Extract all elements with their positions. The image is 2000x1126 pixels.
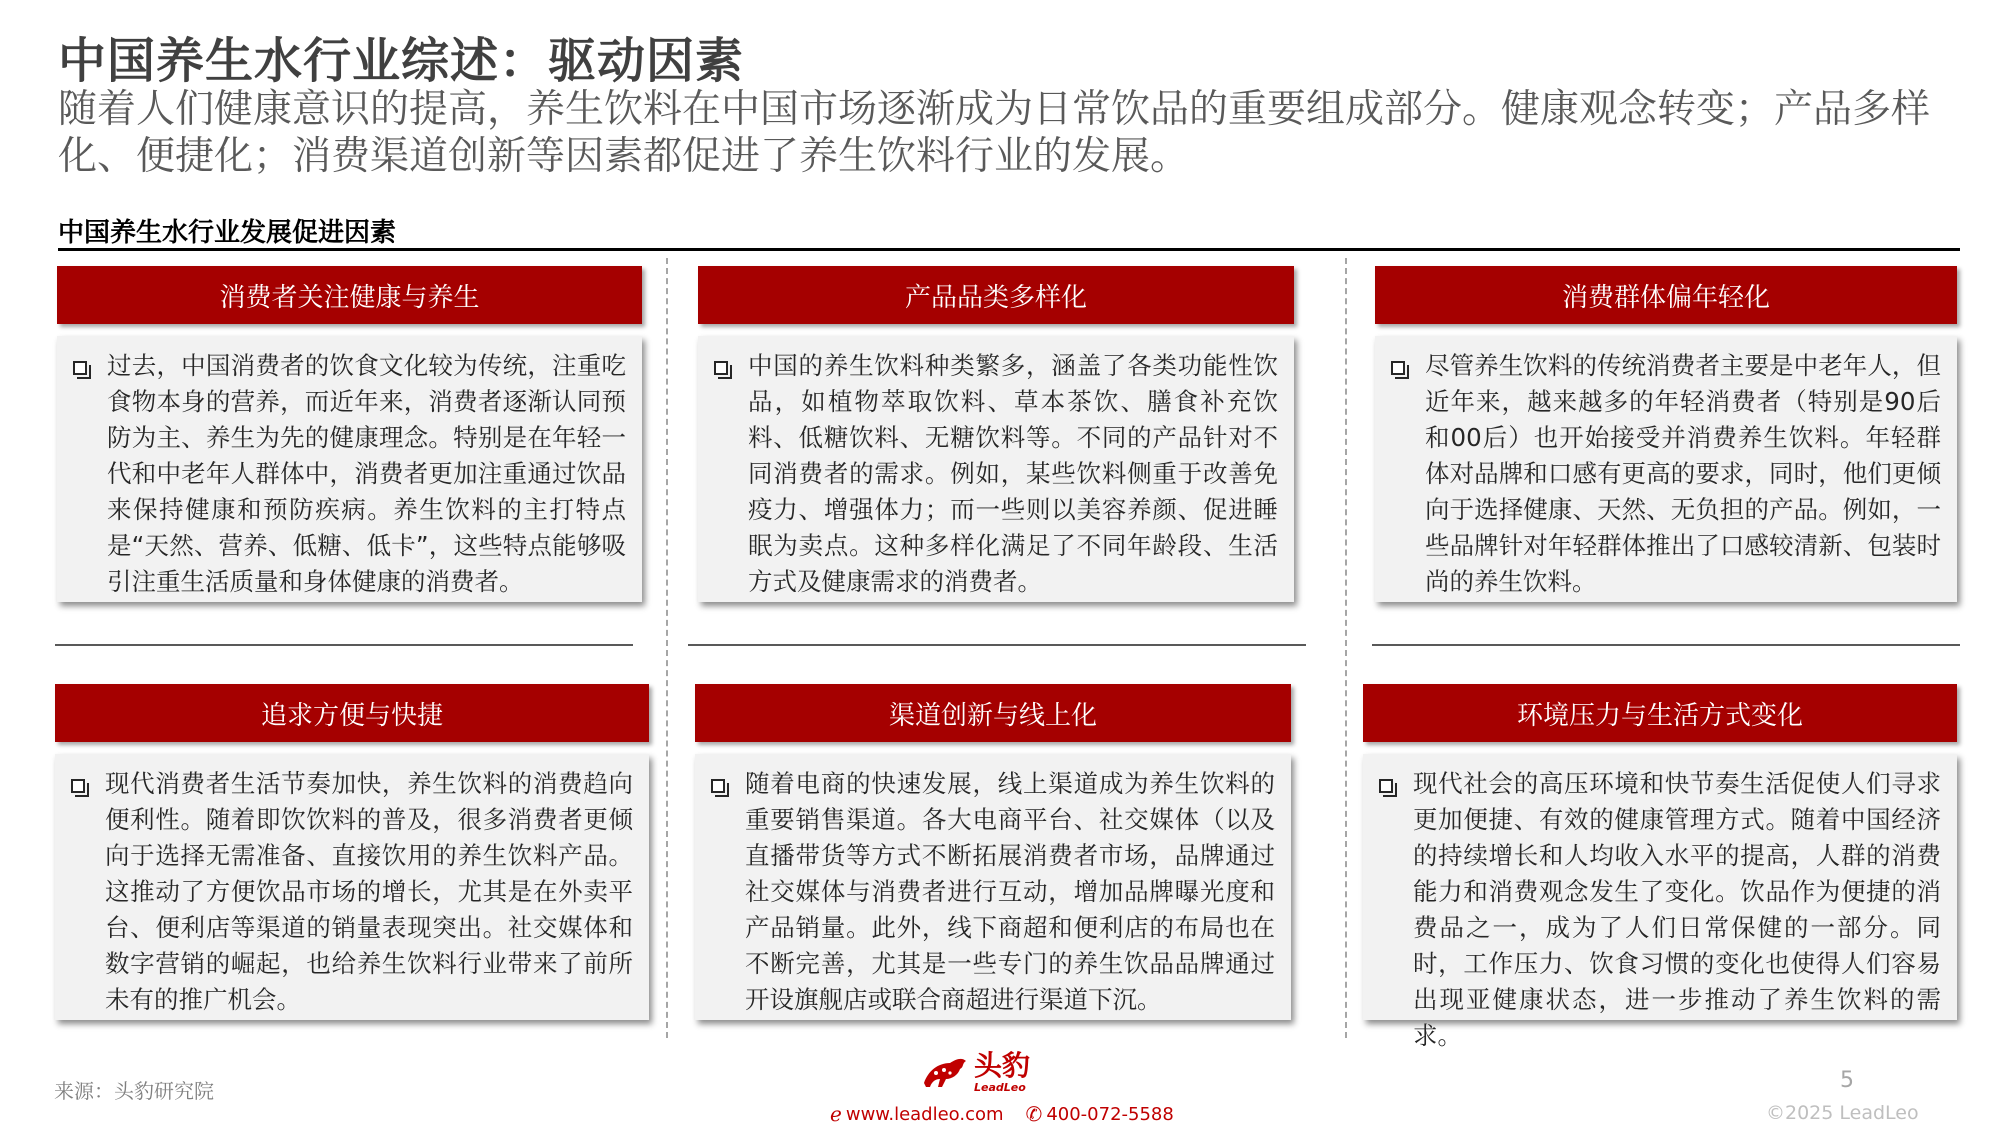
checkbox-bullet-icon (71, 779, 85, 793)
leopard-icon (920, 1053, 970, 1093)
logo-english-text: LeadLeo (974, 1081, 1026, 1094)
website-link[interactable]: www.leadleo.com (845, 1103, 1004, 1125)
page-number: 5 (1840, 1068, 1854, 1093)
phone-icon: ✆ (1025, 1102, 1043, 1126)
card-header-young: 消费群体偏年轻化 (1375, 266, 1957, 324)
row-divider-2 (688, 644, 1306, 646)
card-header-convenience: 追求方便与快捷 (55, 684, 649, 742)
checkbox-bullet-icon (1379, 779, 1393, 793)
card-header-channel: 渠道创新与线上化 (695, 684, 1291, 742)
section-title: 中国养生水行业发展促进因素 (58, 218, 397, 248)
card-body-health (57, 336, 642, 602)
column-divider-1 (666, 258, 668, 1038)
checkbox-bullet-icon (714, 361, 728, 375)
card-text-environment: 现代社会的高压环境和快节奏生活促使人们寻求更加便捷、有效的健康管理方式。随着中国经济的持续增长和人均收入水平的提高，人群的消费能力和消费观念发生了变化。饮品作为便捷的消费品之一，成为了人们日常保健的一部分。同时，工作压力、饮食习惯的变化也使得人们容易出现亚健康状态，进一步推动了养生饮料的需求。 (1413, 769, 1941, 1050)
card-text-convenience: 现代消费者生活节奏加快，养生饮料的消费趋向便利性。随着即饮饮料的普及，很多消费者更倾向于选择无需准备、直接饮用的养生饮料产品。这推动了方便饮品市场的增长，尤其是在外卖平台、便利店等渠道的销量表现突出。社交媒体和数字营销的崛起，也给养生饮料行业带来了前所未有的推广机会。 (105, 769, 633, 1014)
phone-number: 400-072-5588 (1046, 1103, 1174, 1125)
card-header-environment: 环境压力与生活方式变化 (1363, 684, 1957, 742)
checkbox-bullet-icon (711, 779, 725, 793)
web-icon: ℯ (830, 1102, 842, 1126)
card-body-channel (695, 754, 1291, 1020)
row-divider-1 (55, 644, 633, 646)
card-body-young (1375, 336, 1957, 602)
copyright: ©2025 LeadLeo (1766, 1102, 1919, 1124)
card-text-health: 过去，中国消费者的饮食文化较为传统，注重吃食物本身的营养，而近年来，消费者逐渐认同预防为主、养生为先的健康理念。特别是在年轻一代和中老年人群体中，消费者更加注重通过饮品来保持健康和预防疾病。养生饮料的主打特点是“天然、营养、低糖、低卡”，这些特点能够吸引注重生活质量和身体健康的消费者。 (107, 351, 626, 596)
logo-chinese-text: 头豹 (974, 1049, 1031, 1082)
source-note: 来源：头豹研究院 (54, 1079, 214, 1103)
card-body-convenience (55, 754, 649, 1020)
page-title: 中国养生水行业综述：驱动因素 (58, 33, 745, 89)
card-text-channel: 随着电商的快速发展，线上渠道成为养生饮料的重要销售渠道。各大电商平台、社交媒体（以及直播带货等方式不断拓展消费者市场，品牌通过社交媒体与消费者进行互动，增加品牌曝光度和产品销量。此外，线下商超和便利店的布局也在不断完善，尤其是一些专门的养生饮品品牌通过开设旗舰店或联合商超进行渠道下沉。 (745, 769, 1275, 1014)
card-body-variety (698, 336, 1294, 602)
card-header-health: 消费者关注健康与养生 (57, 266, 642, 324)
brand-logo (920, 1049, 1031, 1094)
card-header-variety: 产品品类多样化 (698, 266, 1294, 324)
footer-contact (830, 1102, 1174, 1126)
checkbox-bullet-icon (1391, 361, 1405, 375)
card-text-young: 尽管养生饮料的传统消费者主要是中老年人，但近年来，越来越多的年轻消费者（特别是90后和00后）也开始接受并消费养生饮料。年轻群体对品牌和口感有更高的要求，同时，他们更倾向于选择健康、天然、无负担的产品。例如，一些品牌针对年轻群体推出了口感较清新、包装时尚的养生饮料。 (1425, 351, 1941, 596)
card-text-variety: 中国的养生饮料种类繁多，涵盖了各类功能性饮品，如植物萃取饮料、草本茶饮、膳食补充饮料、低糖饮料、无糖饮料等。不同的产品针对不同消费者的需求。例如，某些饮料侧重于改善免疫力、增强体力；而一些则以美容养颜、促进睡眠为卖点。这种多样化满足了不同年龄段、生活方式及健康需求的消费者。 (748, 351, 1278, 596)
page-subtitle: 随着人们健康意识的提高，养生饮料在中国市场逐渐成为日常饮品的重要组成部分。健康观念转变；产品多样化、便捷化；消费渠道创新等因素都促进了养生饮料行业的发展。 (58, 87, 1931, 179)
column-divider-2 (1345, 258, 1347, 1038)
section-divider (58, 248, 1960, 251)
checkbox-bullet-icon (73, 361, 87, 375)
row-divider-3 (1372, 644, 1960, 646)
card-body-environment (1363, 754, 1957, 1050)
